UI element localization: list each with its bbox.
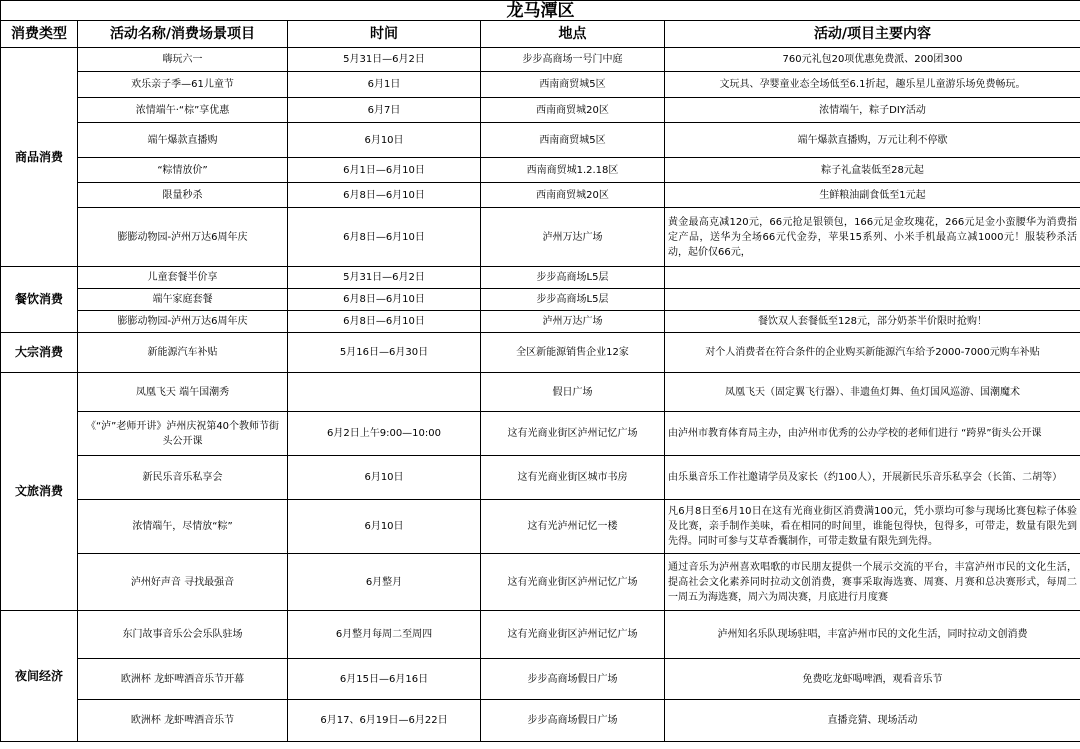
table-row	[1, 123, 1080, 158]
location-cell: 假日广场	[481, 373, 665, 412]
table-row	[1, 267, 1080, 289]
table-title: 龙马潭区	[1, 1, 1080, 21]
time-cell: 5月31日—6月2日	[288, 48, 481, 72]
table-row	[1, 456, 1080, 500]
content-cell: 泸州知名乐队现场驻唱，丰富泸州市民的文化生活，同时拉动文创消费	[665, 611, 1080, 659]
time-cell: 6月17、6月19日—6月22日	[288, 700, 481, 742]
header-category: 消费类型	[1, 21, 78, 48]
time-cell: 6月1日—6月10日	[288, 158, 481, 183]
table-row	[1, 333, 1080, 373]
header-content: 活动/项目主要内容	[665, 21, 1080, 48]
content-cell: 文玩具、孕婴童业态全场低至6.1折起，趣乐星儿童游乐场免费畅玩。	[665, 72, 1080, 98]
category-dining: 餐饮消费	[1, 267, 78, 333]
location-cell: 全区新能源销售企业12家	[481, 333, 665, 373]
location-cell: 这有光商业街区泸州记忆广场	[481, 611, 665, 659]
location-cell: 泸州万达广场	[481, 311, 665, 333]
header-row	[1, 21, 1080, 48]
location-cell: 步步高商场假日广场	[481, 700, 665, 742]
time-cell: 6月7日	[288, 98, 481, 123]
content-cell: 免费吃龙虾喝啤酒，观看音乐节	[665, 659, 1080, 700]
activity-cell: 《“泸”老师开讲》泸州庆祝第40个教师节街头公开课	[78, 412, 288, 456]
header-time: 时间	[288, 21, 481, 48]
table-row	[1, 72, 1080, 98]
table-row	[1, 700, 1080, 742]
content-cell	[665, 289, 1080, 311]
content-cell	[665, 267, 1080, 289]
location-cell: 步步高商场一号门中庭	[481, 48, 665, 72]
time-cell: 5月16日—6月30日	[288, 333, 481, 373]
location-cell: 步步高商场L5层	[481, 289, 665, 311]
content-cell: 760元礼包20项优惠免费派、200团300	[665, 48, 1080, 72]
activity-cell: 泸州好声音 寻找最强音	[78, 554, 288, 611]
content-cell: 由泸州市教育体育局主办，由泸州市优秀的公办学校的老师们进行 “跨界”街头公开课	[665, 412, 1080, 456]
location-cell: 这有光商业街区城市书房	[481, 456, 665, 500]
table-row	[1, 554, 1080, 611]
activity-cell: 浓情端午，尽情放“粽”	[78, 500, 288, 554]
activity-cell: 膨膨动物园-泸州万达6周年庆	[78, 311, 288, 333]
activity-cell: “粽情放价”	[78, 158, 288, 183]
header-location: 地点	[481, 21, 665, 48]
time-cell: 6月10日	[288, 500, 481, 554]
time-cell	[288, 373, 481, 412]
location-cell: 西南商贸城5区	[481, 72, 665, 98]
table-row	[1, 659, 1080, 700]
activity-cell: 新能源汽车补贴	[78, 333, 288, 373]
time-cell: 6月8日—6月10日	[288, 311, 481, 333]
time-cell: 6月2日上午9:00—10:00	[288, 412, 481, 456]
content-cell: 直播竞猜、现场活动	[665, 700, 1080, 742]
activity-cell: 膨膨动物园-泸州万达6周年庆	[78, 208, 288, 267]
table-row	[1, 311, 1080, 333]
time-cell: 6月整月	[288, 554, 481, 611]
time-cell: 5月31日—6月2日	[288, 267, 481, 289]
header-activity: 活动名称/消费场景项目	[78, 21, 288, 48]
activity-cell: 嗨玩六一	[78, 48, 288, 72]
activity-cell: 凤凰飞天 端午国潮秀	[78, 373, 288, 412]
content-cell: 浓情端午，粽子DIY活动	[665, 98, 1080, 123]
table-row	[1, 183, 1080, 208]
table-row	[1, 412, 1080, 456]
time-cell: 6月10日	[288, 123, 481, 158]
time-cell: 6月整月每周二至周四	[288, 611, 481, 659]
location-cell: 步步高商场假日广场	[481, 659, 665, 700]
activity-cell: 新民乐音乐私享会	[78, 456, 288, 500]
location-cell: 这有光商业街区泸州记忆广场	[481, 412, 665, 456]
location-cell: 西南商贸城1.2.18区	[481, 158, 665, 183]
time-cell: 6月8日—6月10日	[288, 289, 481, 311]
content-cell: 粽子礼盒装低至28元起	[665, 158, 1080, 183]
content-cell: 凡6月8日至6月10日在这有光商业街区消费满100元，凭小票均可参与现场比赛包粽子体验及比赛，亲手制作美味，看在相同的时间里，谁能包得快，包得多，可带走，数量有限先到先得。同时可参与艾草香囊制作，可带走数量有限先到先得。	[665, 500, 1080, 554]
content-cell: 凤凰飞天（固定翼飞行器）、非遗鱼灯舞、鱼灯国风巡游、国潮魔术	[665, 373, 1080, 412]
activity-cell: 东门故事音乐公会乐队驻场	[78, 611, 288, 659]
activity-cell: 端午家庭套餐	[78, 289, 288, 311]
category-goods: 商品消费	[1, 48, 78, 267]
time-cell: 6月8日—6月10日	[288, 208, 481, 267]
table-row	[1, 208, 1080, 267]
time-cell: 6月10日	[288, 456, 481, 500]
location-cell: 西南商贸城20区	[481, 183, 665, 208]
content-cell: 餐饮双人套餐低至128元，部分奶茶半价限时抢购！	[665, 311, 1080, 333]
content-cell: 端午爆款直播购，万元让利不停歇	[665, 123, 1080, 158]
activity-cell: 欧洲杯 龙虾啤酒音乐节开幕	[78, 659, 288, 700]
content-cell: 由乐巢音乐工作社邀请学员及家长（约100人），开展新民乐音乐私享会（长笛、二胡等）	[665, 456, 1080, 500]
category-culture: 文旅消费	[1, 373, 78, 611]
location-cell: 这有光商业街区泸州记忆广场	[481, 554, 665, 611]
activity-cell: 限量秒杀	[78, 183, 288, 208]
table-row	[1, 373, 1080, 412]
table-row	[1, 48, 1080, 72]
activity-cell: 浓情端午·“棕”享优惠	[78, 98, 288, 123]
location-cell: 这有光泸州记忆一楼	[481, 500, 665, 554]
category-night: 夜间经济	[1, 611, 78, 742]
content-cell: 生鲜粮油副食低至1元起	[665, 183, 1080, 208]
title-row	[1, 1, 1080, 21]
content-cell: 黄金最高克减120元，66元抢足银锁包，166元足金玫瑰花，266元足金小蛮腰华为消费指定产品，送华为全场66元代金券，苹果15系列、小米手机最高立减1000元！服装秒杀活动，起价仅66元，	[665, 208, 1080, 267]
activity-cell: 儿童套餐半价享	[78, 267, 288, 289]
table-row	[1, 611, 1080, 659]
location-cell: 西南商贸城20区	[481, 98, 665, 123]
table-row	[1, 500, 1080, 554]
activity-cell: 欧洲杯 龙虾啤酒音乐节	[78, 700, 288, 742]
activity-cell: 欢乐亲子季—61儿童节	[78, 72, 288, 98]
content-cell: 通过音乐为泸州喜欢唱歌的市民朋友提供一个展示交流的平台，丰富泸州市民的文化生活，提高社会文化素养同时拉动文创消费，赛事采取海选赛、周赛、月赛和总决赛形式，每周二一周五为海选赛，周六为周决赛，月底进行月度赛	[665, 554, 1080, 611]
time-cell: 6月8日—6月10日	[288, 183, 481, 208]
location-cell: 步步高商场L5层	[481, 267, 665, 289]
activity-cell: 端午爆款直播购	[78, 123, 288, 158]
location-cell: 泸州万达广场	[481, 208, 665, 267]
location-cell: 西南商贸城5区	[481, 123, 665, 158]
table-row	[1, 158, 1080, 183]
table-row	[1, 289, 1080, 311]
time-cell: 6月1日	[288, 72, 481, 98]
time-cell: 6月15日—6月16日	[288, 659, 481, 700]
category-bulk: 大宗消费	[1, 333, 78, 373]
content-cell: 对个人消费者在符合条件的企业购买新能源汽车给予2000-7000元购车补贴	[665, 333, 1080, 373]
table-row	[1, 98, 1080, 123]
